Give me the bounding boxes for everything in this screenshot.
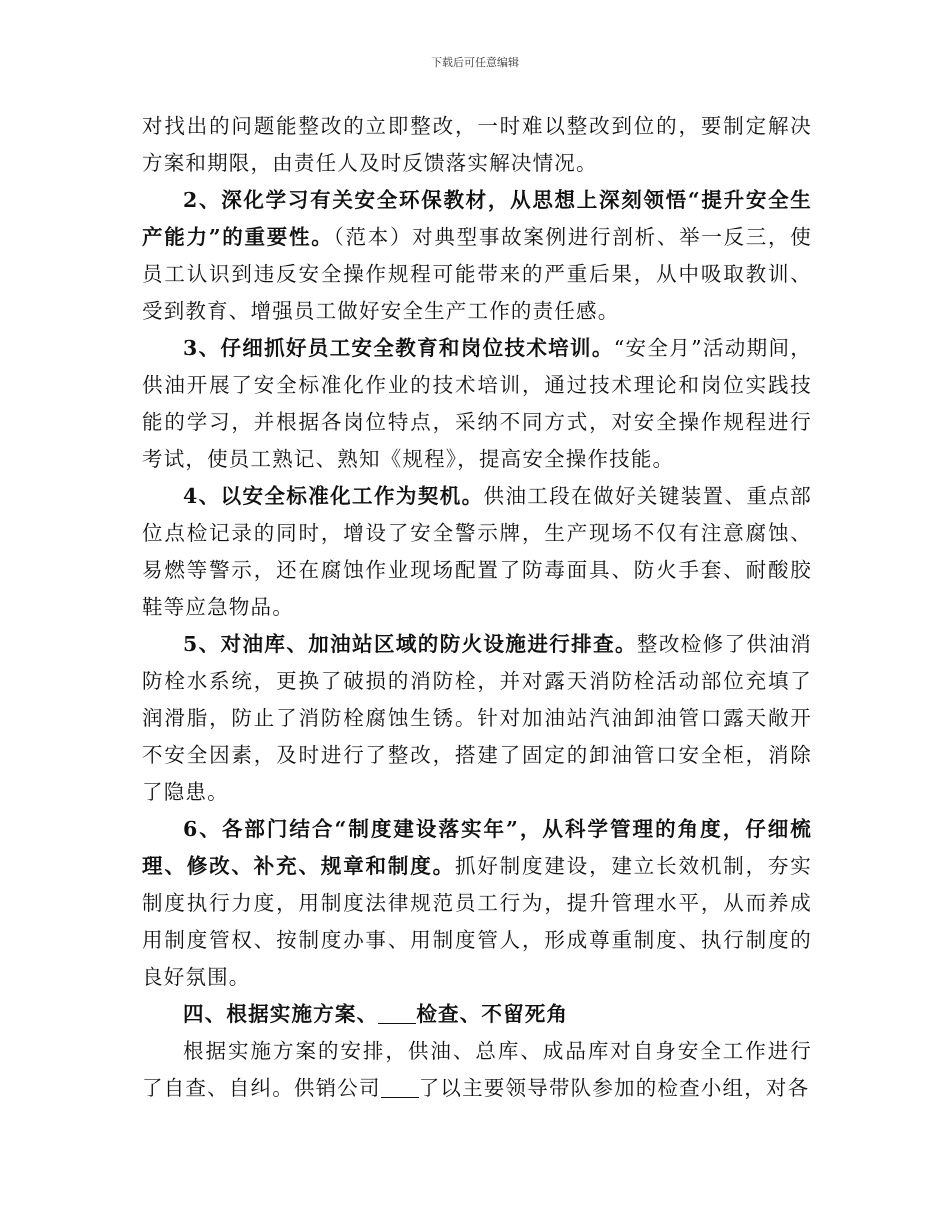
paragraph-item-5 (142, 626, 812, 811)
fill-in-blank (378, 1003, 416, 1025)
section-4-heading-a: 四、根据实施方案、 (183, 1002, 379, 1026)
paragraph-item-6 (142, 811, 812, 996)
document-body (142, 108, 812, 1107)
section-4-text-c: 了以主要领导带队参加的检查小组，对各 (418, 1076, 810, 1100)
item-6-text: 抓好制度建设，建立长效机制，夯实制度执行力度，用制度法律规范员工行为，提升管理水平，从而养成用制度管权、按制度办事、用制度管人，形成尊重制度、执行制度的良好氛围。 (142, 854, 812, 989)
fill-in-blank (381, 1077, 419, 1099)
section-4-heading (142, 996, 812, 1033)
item-4-heading: 4、以安全标准化工作为契机。 (183, 484, 484, 508)
paragraph-continuation: 对找出的问题能整改的立即整改，一时难以整改到位的，要制定解决方案和期限，由责任人及时反馈落实解决情况。 (142, 114, 812, 175)
page-header: 下载后可任意编辑 (431, 56, 519, 69)
paragraph-item-2 (142, 182, 812, 330)
item-5-text: 整改检修了供油消防栓水系统，更换了破损的消防栓，并对露天消防栓活动部位充填了润滑脂，防止了消防栓腐蚀生锈。针对加油站汽油卸油管口露天敞开不安全因素，及时进行了整改，搭建了固定的卸油管口安全柜，消除了隐患。 (142, 632, 812, 804)
item-2-heading: 2、深化学习有关安全环保教材，从思想上深刻领悟“提升安全生产能力”的重要性。 (142, 188, 812, 249)
paragraph-item-4 (142, 478, 812, 626)
item-3-text: “安全月”活动期间，供油开展了安全标准化作业的技术培训，通过技术理论和岗位实践技能的学习，并根据各岗位特点，采纳不同方式，对安全操作规程进行考试，使员工熟记、熟知《规程》，提高安全操作技能。 (142, 336, 813, 471)
paragraph-section-4 (142, 1033, 812, 1107)
item-4-text: 供油工段在做好关键装置、重点部位点检记录的同时，增设了安全警示牌，生产现场不仅有注意腐蚀、易燃等警示，还在腐蚀作业现场配置了防毒面具、防火手套、耐酸胶鞋等应急物品。 (142, 484, 812, 619)
section-4-text-b: 供销公司 (293, 1076, 381, 1100)
item-5-heading: 5、对油库、加油站区域的防火设施进行排查。 (183, 632, 637, 656)
section-4-text-a: 根据实施方案的安排，供油、总库、成品库对自身安全工作进行了自查、自纠。 (142, 1039, 812, 1100)
item-2-text: （范本）对典型事故案例进行剖析、举一反三，使员工认识到违反安全操作规程可能带来的严重后果，从中吸取教训、受到教育、增强员工做好安全生产工作的责任感。 (142, 225, 812, 323)
section-4-heading-b: 检查、不留死角 (416, 1002, 569, 1026)
paragraph-item-3 (142, 330, 812, 478)
item-6-heading: 6、各部门结合“制度建设落实年”，从科学管理的角度，仔细梳理、修改、补充、规章和制度。 (142, 817, 812, 878)
item-3-heading: 3、仔细抓好员工安全教育和岗位技术培训。 (183, 336, 614, 360)
